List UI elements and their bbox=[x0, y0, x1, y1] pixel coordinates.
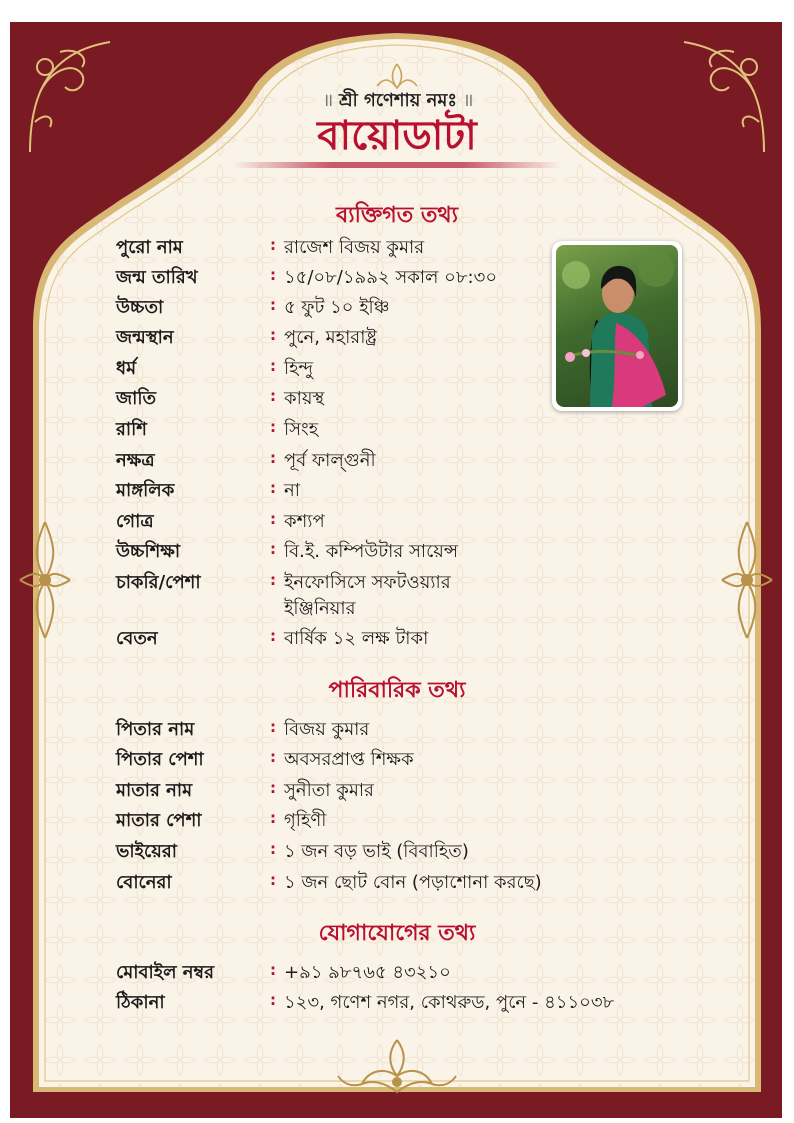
row-rashi bbox=[116, 415, 676, 443]
label: মাতার নাম bbox=[116, 780, 193, 801]
value: বি.ই. কম্পিউটার সায়েন্স bbox=[284, 541, 459, 562]
colon: : bbox=[270, 296, 276, 314]
row-height bbox=[116, 293, 676, 321]
label: মাঙ্গলিক bbox=[116, 480, 175, 501]
row-birthplace bbox=[116, 323, 676, 351]
section-title-personal: ব্যক্তিগত তথ্য bbox=[335, 203, 458, 228]
row-father-occupation bbox=[116, 745, 676, 773]
right-side-ornament-icon bbox=[718, 518, 776, 642]
invocation-line: ॥ শ্রী গণেশায় নমঃ ॥ bbox=[322, 90, 474, 111]
colon: : bbox=[270, 479, 276, 497]
value: বার্ষিক ১২ লক্ষ টাকা bbox=[284, 628, 429, 649]
colon: : bbox=[270, 627, 276, 645]
label: ভাইয়েরা bbox=[116, 841, 177, 862]
row-salary bbox=[116, 624, 676, 652]
bottom-center-ornament-icon bbox=[332, 1036, 462, 1098]
colon: : bbox=[270, 510, 276, 528]
label: বোনেরা bbox=[116, 872, 172, 893]
invocation-text: শ্রী গণেশায় নমঃ bbox=[339, 90, 457, 111]
row-brothers bbox=[116, 837, 676, 865]
label: রাশি bbox=[116, 419, 147, 440]
row-manglik bbox=[116, 476, 676, 504]
colon: : bbox=[270, 961, 276, 979]
colon: : bbox=[270, 236, 276, 254]
label: নক্ষত্র bbox=[116, 450, 155, 471]
row-father-name bbox=[116, 715, 676, 743]
label: মাতার পেশা bbox=[116, 810, 202, 831]
row-gotra bbox=[116, 507, 676, 535]
colon: : bbox=[270, 266, 276, 284]
value: রাজেশ বিজয় কুমার bbox=[284, 237, 425, 258]
colon: : bbox=[270, 840, 276, 858]
value: সিংহ bbox=[284, 419, 319, 440]
row-full-name bbox=[116, 233, 676, 261]
value: কায়স্থ bbox=[284, 388, 325, 409]
label: জন্ম তারিখ bbox=[116, 267, 198, 288]
label: উচ্চতা bbox=[116, 297, 164, 318]
left-side-ornament-icon bbox=[16, 518, 74, 642]
label: বেতন bbox=[116, 628, 158, 649]
value: ১ জন ছোট বোন (পড়াশোনা করছে) bbox=[284, 872, 542, 893]
title-divider bbox=[232, 162, 562, 168]
value-continued: ইঞ্জিনিয়ার bbox=[284, 598, 356, 619]
label: জন্মস্থান bbox=[116, 327, 174, 348]
row-caste bbox=[116, 384, 676, 412]
label: গোত্র bbox=[116, 511, 154, 532]
value: গৃহিণী bbox=[284, 810, 327, 831]
value: সুনীতা কুমার bbox=[284, 780, 374, 801]
value: হিন্দু bbox=[284, 358, 314, 379]
value: +৯১ ৯৮৭৬৫ ৪৩২১০ bbox=[284, 962, 451, 983]
top-left-ornament-icon bbox=[20, 32, 130, 162]
label: ঠিকানা bbox=[116, 992, 165, 1013]
row-religion bbox=[116, 354, 676, 382]
value: ১ জন বড় ভাই (বিবাহিত) bbox=[284, 841, 469, 862]
colon: : bbox=[270, 540, 276, 558]
value: অবসরপ্রাপ্ত শিক্ষক bbox=[284, 749, 414, 770]
row-occupation bbox=[116, 568, 676, 622]
row-education bbox=[116, 537, 676, 565]
label: উচ্চশিক্ষা bbox=[116, 541, 181, 562]
value: ইনফোসিসে সফটওয়্যার bbox=[284, 572, 451, 593]
row-birth-date bbox=[116, 263, 676, 291]
colon: : bbox=[270, 748, 276, 766]
row-sisters bbox=[116, 868, 676, 896]
row-mother-name bbox=[116, 776, 676, 804]
page-title: বায়োডাটা bbox=[317, 112, 477, 159]
colon: : bbox=[270, 871, 276, 889]
value: ১২৩, গণেশ নগর, কোথরুড, পুনে - ৪১১০৩৮ bbox=[284, 992, 615, 1013]
label: মোবাইল নম্বর bbox=[116, 962, 215, 983]
section-title-family: পারিবারিক তথ্য bbox=[328, 678, 466, 703]
section-title-contact: যোগাযোগের তথ্য bbox=[318, 921, 476, 946]
label: জাতি bbox=[116, 388, 156, 409]
colon: : bbox=[270, 571, 276, 589]
top-right-ornament-icon bbox=[664, 32, 774, 162]
colon: : bbox=[270, 326, 276, 344]
value: না bbox=[284, 480, 300, 501]
colon: : bbox=[270, 718, 276, 736]
colon: : bbox=[270, 779, 276, 797]
colon: : bbox=[270, 357, 276, 375]
value: পূর্ব ফাল্গুনী bbox=[284, 450, 376, 471]
value: কশ্যপ bbox=[284, 511, 325, 532]
row-mother-occupation bbox=[116, 806, 676, 834]
row-mobile bbox=[116, 958, 676, 986]
value: ৫ ফুট ১০ ইঞ্চি bbox=[284, 297, 390, 318]
value: পুনে, মহারাষ্ট্র bbox=[284, 327, 377, 348]
row-nakshatra bbox=[116, 446, 676, 474]
value: ১৫/০৮/১৯৯২ সকাল ০৮:৩০ bbox=[284, 267, 498, 288]
label: ধর্ম bbox=[116, 358, 137, 379]
label: পিতার নাম bbox=[116, 719, 195, 740]
colon: : bbox=[270, 809, 276, 827]
row-address bbox=[116, 988, 676, 1016]
colon: : bbox=[270, 449, 276, 467]
colon: : bbox=[270, 991, 276, 1009]
colon: : bbox=[270, 418, 276, 436]
label: পিতার পেশা bbox=[116, 749, 204, 770]
value: বিজয় কুমার bbox=[284, 719, 370, 740]
label: চাকরি/পেশা bbox=[116, 572, 201, 593]
label: পুরো নাম bbox=[116, 237, 183, 258]
colon: : bbox=[270, 387, 276, 405]
